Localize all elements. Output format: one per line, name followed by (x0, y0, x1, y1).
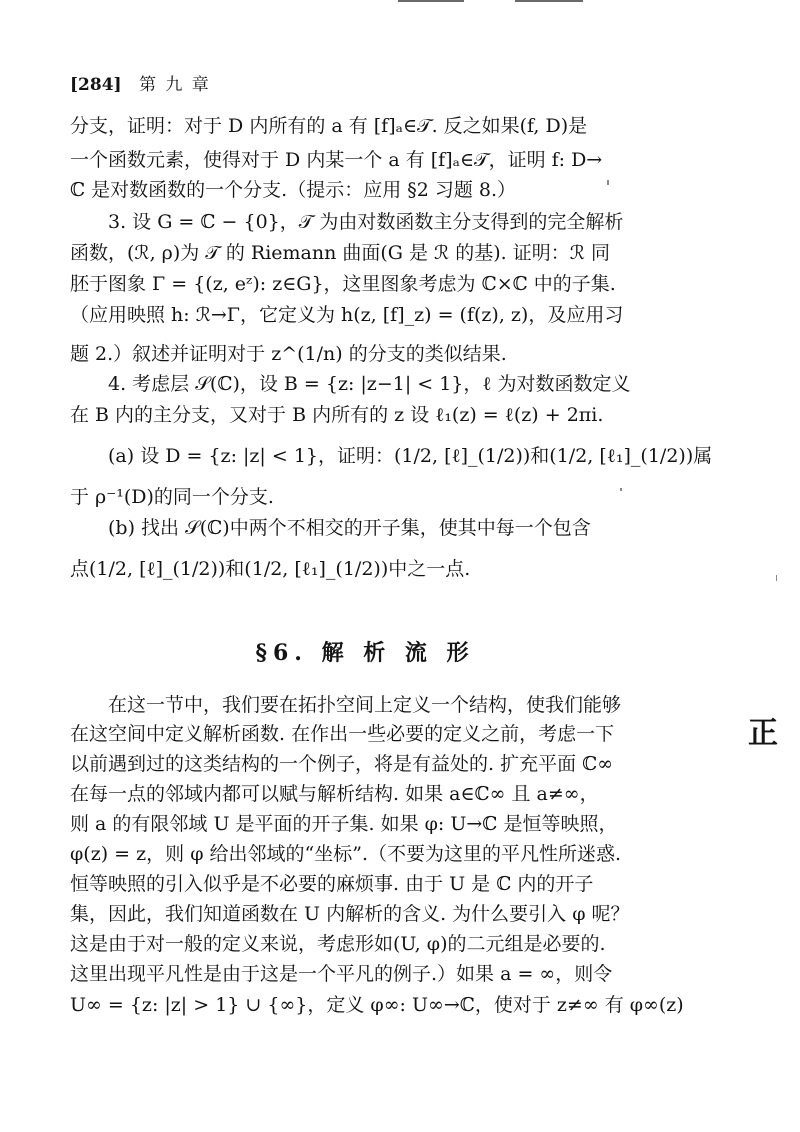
exercise-line: 点(1/2, [ℓ]_(1/2))和(1/2, [ℓ₁]_(1/2))中之一点. (70, 558, 471, 580)
margin-mark: 正 (748, 716, 778, 751)
scan-speck (607, 180, 609, 185)
exercise-line: 在 B 内的主分支，又对于 B 内所有的 z 设 ℓ₁(z) = ℓ(z) + 2πi. (70, 404, 604, 426)
exercise-line: 分支，证明：对于 D 内所有的 a 有 [f]ₐ∈𝒯. 反之如果(f, D)是 (70, 115, 588, 137)
paragraph-line: 在这空间中定义解析函数. 在作出一些必要的定义之前，考虑一下 (70, 723, 615, 745)
chapter-label: 第 九 章 (138, 75, 211, 95)
scan-speck (620, 488, 622, 491)
paragraph-line: 则 a 的有限邻域 U 是平面的开子集. 如果 φ: U→ℂ 是恒等映照， (70, 813, 618, 835)
paragraph-line: 恒等映照的引入似乎是不必要的麻烦事. 由于 U 是 ℂ 内的开子 (70, 873, 594, 895)
paragraph-line: 以前遇到过的这类结构的一个例子，将是有益处的. 扩充平面 ℂ∞ (70, 753, 614, 775)
scan-edge-mark (515, 0, 583, 2)
exercise-line: （应用映照 h: ℛ→Γ，它定义为 h(z, [f]_z) = (f(z), z)，及应用习 (70, 304, 624, 326)
paragraph-line: 这里出现平凡性是由于这是一个平凡的例子.）如果 a = ∞，则令 (70, 963, 613, 985)
exercise-line: 一个函数元素，使得对于 D 内某一个 a 有 [f]ₐ∈𝒯，证明 f: D→ (70, 149, 603, 171)
scan-speck (776, 575, 777, 581)
section-title: §6. 解 析 流 形 (255, 640, 475, 666)
paragraph-line: 这是由于对一般的定义来说，考虑形如(U, φ)的二元组是必要的. (70, 933, 606, 955)
paragraph-line: U∞ = {z: |z| > 1} ∪ {∞}，定义 φ∞: U∞→ℂ，使对于 z≠∞ 有 φ∞(z) (70, 994, 684, 1016)
exercise-line: 题 2.）叙述并证明对于 z^(1/n) 的分支的类似结果. (70, 343, 507, 365)
exercise-line: 胚于图象 Γ = {(z, eᶻ): z∈G}，这里图象考虑为 ℂ×ℂ 中的子集. (70, 273, 616, 295)
paragraph-line: 在这一节中，我们要在拓扑空间上定义一个结构，使我们能够 (108, 694, 622, 716)
running-header (70, 70, 211, 95)
exercise-line: 于 ρ⁻¹(D)的同一个分支. (70, 486, 274, 508)
exercise-line: (b) 找出 𝒮(ℂ)中两个不相交的开子集，使其中每一个包含 (108, 517, 591, 539)
exercise-line: 4. 考虑层 𝒮(ℂ)，设 B = {z: |z−1| < 1}，ℓ 为对数函数定义 (108, 373, 631, 395)
page-number: [284] (70, 75, 122, 95)
exercise-line: 函数，(ℛ, ρ)为 𝒯 的 Riemann 曲面(G 是 ℛ 的基). 证明：ℛ 同 (70, 242, 610, 264)
paragraph-line: 在每一点的邻域内都可以赋与解析结构. 如果 a∈ℂ∞ 且 a≠∞， (70, 783, 599, 805)
exercise-line: 3. 设 G = ℂ − {0}，𝒯 为由对数函数主分支得到的完全解析 (108, 211, 624, 233)
scan-edge-mark (398, 0, 464, 2)
exercise-line: (a) 设 D = {z: |z| < 1}，证明：(1/2, [ℓ]_(1/2))和(1/2, [ℓ₁]_(1/2))属 (108, 445, 713, 467)
paragraph-line: φ(z) = z，则 φ 给出邻域的“坐标”.（不要为这里的平凡性所迷惑. (70, 843, 622, 865)
paragraph-line: 集，因此，我们知道函数在 U 内解析的含义. 为什么要引入 φ 呢？ (70, 903, 630, 925)
exercise-line: ℂ 是对数函数的一个分支.（提示：应用 §2 习题 8.） (70, 179, 517, 201)
